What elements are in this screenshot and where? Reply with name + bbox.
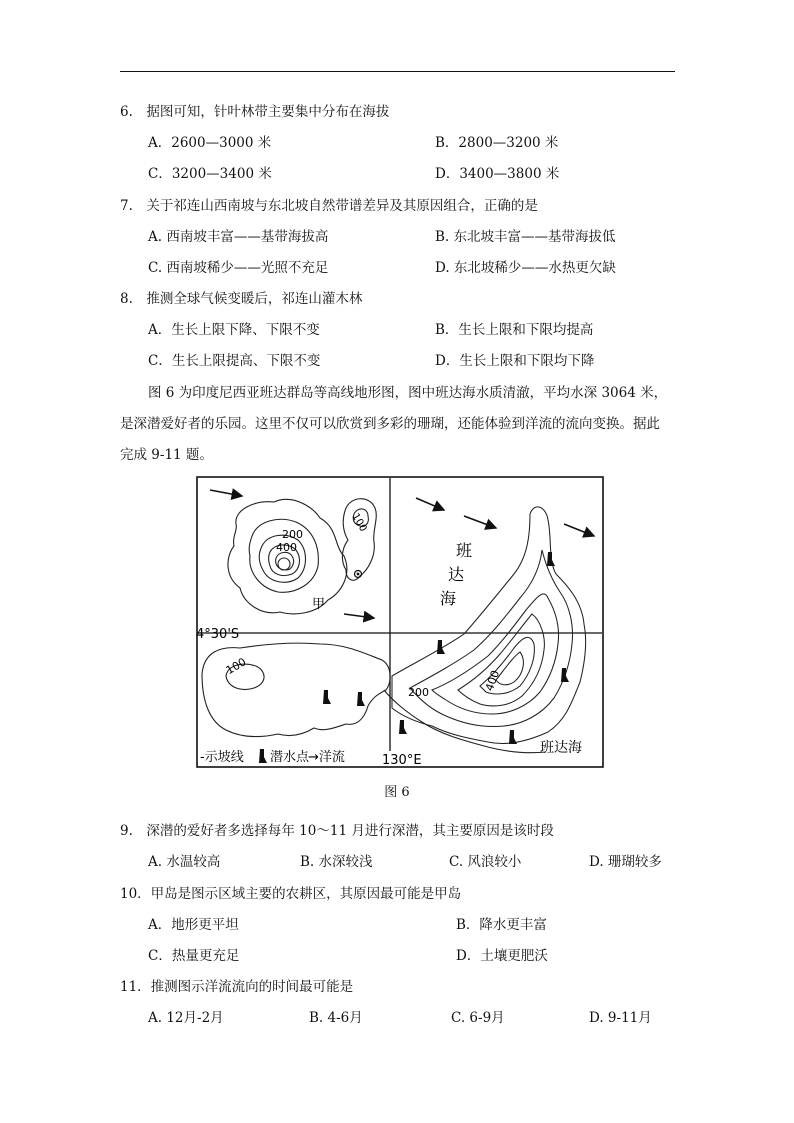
contour-label-400-jia: 400 — [276, 541, 297, 554]
question-7-option-b: B. 东北坡丰富——基带海拔低 — [435, 229, 616, 245]
contour-label-200-jia: 200 — [282, 528, 303, 541]
question-9-option-b: B. 水深较浅 — [300, 854, 373, 870]
question-9-option-d: D. 珊瑚较多 — [589, 854, 662, 870]
passage-line-3: 完成 9-11 题。 — [120, 447, 213, 463]
legend-contour: -示坡线 — [200, 750, 244, 765]
question-10-stem: 10．甲岛是图示区域主要的农耕区，其原因最可能是甲岛 — [120, 886, 462, 902]
contour-label-100-southwest: 100 — [223, 655, 249, 678]
question-10-option-a: A．地形更平坦 — [148, 917, 239, 933]
question-10-option-b: B．降水更丰富 — [456, 917, 547, 933]
question-11-option-c: C. 6-9月 — [451, 1010, 505, 1026]
passage-line-1: 图 6 为印度尼西亚班达群岛等高线地形图，图中班达海水质清澈，平均水深 3064 米， — [148, 385, 668, 401]
question-10-option-c: C．热量更充足 — [148, 948, 240, 964]
sea-label-char-1: 班 — [456, 541, 473, 560]
question-6-option-b: B．2800—3200 米 — [435, 135, 559, 151]
legend-dive: 潜水点 — [270, 750, 310, 765]
figure-6-contour-map — [196, 476, 604, 768]
question-10-option-d: D．土壤更肥沃 — [456, 948, 548, 964]
header-rule — [120, 71, 675, 72]
question-7-stem: 7. 关于祁连山西南坡与东北坡自然带谱差异及其原因组合，正确的是 — [120, 198, 538, 214]
longitude-label: 130°E — [382, 753, 422, 768]
sea-label-corner: 班达海 — [540, 740, 582, 756]
sea-label-char-3: 海 — [440, 589, 457, 608]
question-9-option-a: A. 水温较高 — [148, 854, 221, 870]
question-8-option-a: A．生长上限下降、下限不变 — [148, 322, 320, 338]
question-6-option-d: D．3400—3800 米 — [435, 166, 560, 182]
question-8-option-d: D．生长上限和下限均下降 — [435, 353, 595, 369]
question-6-option-c: C．3200—3400 米 — [148, 166, 272, 182]
sea-label-char-2: 达 — [448, 565, 465, 584]
question-9-stem: 9. 深潜的爱好者多选择每年 10～11 月进行深潜，其主要原因是该时段 — [120, 823, 554, 839]
passage-line-2: 是深潜爱好者的乐园。这里不仅可以欣赏到多彩的珊瑚，还能体验到洋流的流向变换。据此 — [120, 416, 660, 432]
figure-caption: 图 6 — [384, 785, 410, 800]
map-legend — [200, 749, 345, 765]
legend-current: →洋流 — [308, 750, 345, 765]
question-6-option-a: A．2600—3000 米 — [148, 135, 272, 151]
question-11-stem: 11．推测图示洋流流向的时间最可能是 — [120, 979, 354, 995]
question-8-option-c: C．生长上限提高、下限不变 — [148, 353, 321, 369]
contour-label-100-north: 100 — [349, 511, 369, 534]
question-7-option-a: A. 西南坡丰富——基带海拔高 — [148, 229, 329, 245]
question-6-stem: 6. 据图可知，针叶林带主要集中分布在海拔 — [120, 104, 390, 120]
question-8-stem: 8. 推测全球气候变暖后，祁连山灌木林 — [120, 291, 363, 307]
question-11-option-a: A. 12月-2月 — [148, 1010, 224, 1026]
question-7-option-c: C. 西南坡稀少——光照不充足 — [148, 260, 329, 276]
question-11-option-b: B. 4-6月 — [309, 1010, 363, 1026]
contour-label-200-east: 200 — [408, 686, 429, 699]
question-7-option-d: D. 东北坡稀少——水热更欠缺 — [435, 260, 616, 276]
island-label-jia: 甲 — [312, 597, 326, 612]
latitude-label: 4°30'S — [196, 627, 240, 642]
question-8-option-b: B．生长上限和下限均提高 — [435, 322, 594, 338]
contour-label-400-east: 400 — [482, 668, 503, 693]
question-9-option-c: C. 风浪较小 — [449, 854, 522, 870]
question-11-option-d: D. 9-11月 — [589, 1010, 652, 1026]
